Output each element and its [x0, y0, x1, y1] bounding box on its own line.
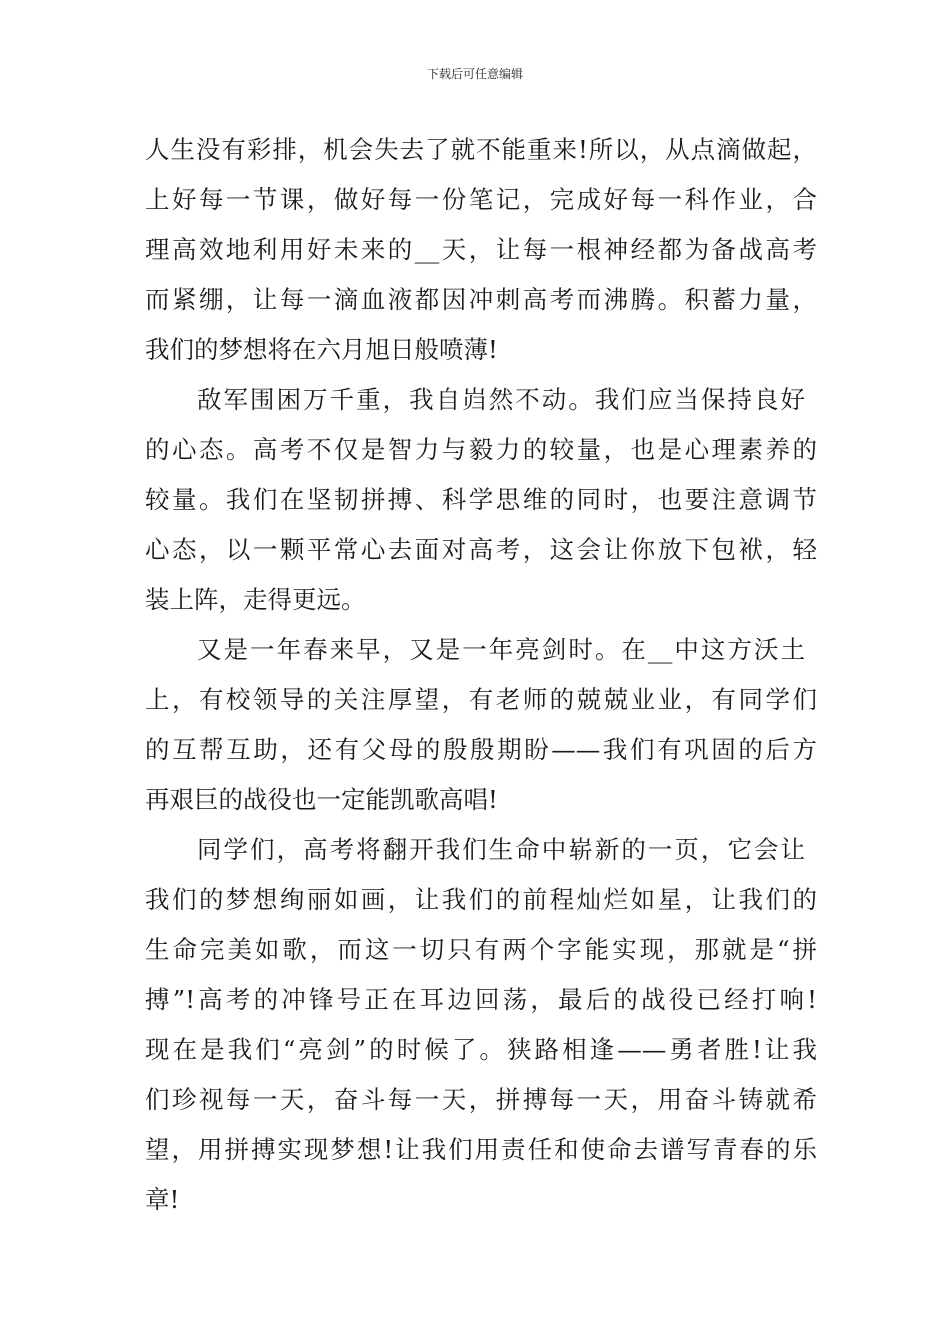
- paragraph-first-line: 又是一年春来早，又是一年亮剑时。在__中这方沃土: [197, 635, 805, 664]
- text-line: 而紧绷，让每一滴血液都因冲刺高考而沸腾。积蓄力量，: [145, 285, 817, 314]
- text-line: 我们的梦想绚丽如画，让我们的前程灿烂如星，让我们的: [145, 885, 817, 914]
- text-line: 心态，以一颗平常心去面对高考，这会让你放下包袱，轻: [145, 535, 817, 564]
- text-line: 章!: [145, 1185, 180, 1214]
- paragraph-first-line: 敌军围困万千重，我自岿然不动。我们应当保持良好: [197, 385, 805, 414]
- text-line: 理高效地利用好未来的__天，让每一根神经都为备战高考: [145, 235, 817, 264]
- text-line: 望，用拼搏实现梦想!让我们用责任和使命去谱写青春的乐: [145, 1135, 817, 1164]
- page-header-note: 下载后可任意编辑: [426, 67, 523, 81]
- paragraph-first-line: 同学们，高考将翻开我们生命中崭新的一页，它会让: [197, 835, 805, 864]
- text-line: 较量。我们在坚韧拼搏、科学思维的同时，也要注意调节: [145, 485, 817, 514]
- text-line: 上，有校领导的关注厚望，有老师的兢兢业业，有同学们: [145, 685, 817, 714]
- text-line: 们珍视每一天，奋斗每一天，拼搏每一天，用奋斗铸就希: [145, 1085, 817, 1114]
- text-line: 的互帮互助，还有父母的殷殷期盼——我们有巩固的后方: [145, 735, 817, 764]
- text-line: 生命完美如歌，而这一切只有两个字能实现，那就是“拼: [145, 935, 817, 964]
- text-line: 装上阵，走得更远。: [145, 585, 366, 614]
- text-line: 上好每一节课，做好每一份笔记，完成好每一科作业，合: [145, 185, 817, 214]
- text-line: 我们的梦想将在六月旭日般喷薄!: [145, 335, 498, 364]
- text-line: 搏”!高考的冲锋号正在耳边回荡，最后的战役已经打响!: [145, 985, 817, 1014]
- text-line: 再艰巨的战役也一定能凯歌高唱!: [145, 785, 498, 814]
- text-line: 现在是我们“亮剑”的时候了。狭路相逢——勇者胜!让我: [145, 1035, 817, 1064]
- text-line: 人生没有彩排，机会失去了就不能重来!所以，从点滴做起，: [145, 135, 817, 164]
- text-line: 的心态。高考不仅是智力与毅力的较量，也是心理素养的: [145, 435, 817, 464]
